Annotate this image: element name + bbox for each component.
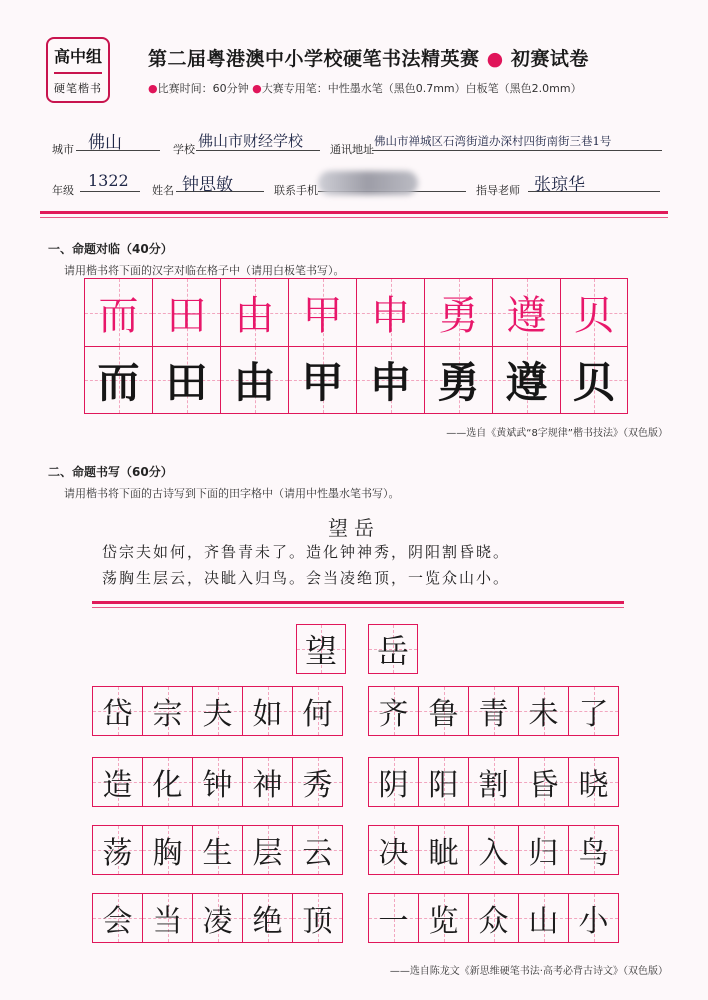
- name-value: 钟思敏: [182, 175, 233, 195]
- copy-grid: [84, 278, 628, 414]
- header-divider: [40, 211, 668, 214]
- poem-cell[interactable]: [292, 686, 343, 736]
- poem-cell[interactable]: [192, 757, 243, 807]
- poem-cell[interactable]: [468, 825, 519, 875]
- title-suffix: 初赛试卷: [510, 48, 589, 70]
- written-poem-char: 生: [202, 836, 233, 871]
- poem-cell[interactable]: [518, 757, 569, 807]
- written-poem-char: 如: [252, 697, 283, 732]
- poem-cell[interactable]: [242, 686, 293, 736]
- section2-instruction: 请用楷书将下面的古诗写到下面的田字格中（请用中性墨水笔书写）。: [64, 487, 400, 500]
- written-poem-char: 夫: [202, 697, 233, 732]
- grade-value: 1322: [88, 171, 129, 190]
- written-char: 由: [233, 358, 276, 407]
- model-char: 甲: [302, 293, 343, 339]
- model-char: 遵: [506, 293, 547, 339]
- poem-cell[interactable]: [418, 757, 469, 807]
- model-cell: [220, 278, 289, 347]
- poem-cell[interactable]: [518, 686, 569, 736]
- written-poem-char: 层: [252, 836, 283, 871]
- written-poem-char: 归: [528, 836, 559, 871]
- model-cell: [560, 278, 628, 347]
- poem-divider: [92, 601, 624, 604]
- city-label: 城市: [52, 143, 74, 156]
- written-poem-char: 未: [528, 697, 559, 732]
- poem-cell[interactable]: [142, 893, 193, 943]
- written-poem-char: 化: [152, 768, 183, 803]
- poem-cell[interactable]: [242, 825, 293, 875]
- written-poem-char: 一: [378, 904, 409, 939]
- poem-cell[interactable]: [242, 893, 293, 943]
- address-label: 通讯地址: [330, 143, 374, 156]
- written-poem-char: 阴: [378, 768, 409, 803]
- written-poem-char: 了: [578, 697, 609, 732]
- write-cell[interactable]: [424, 346, 493, 414]
- written-poem-char: 阳: [428, 768, 459, 803]
- poem-cell[interactable]: [292, 757, 343, 807]
- section1-source: ——选自《黄斌武“8字规律”楷书技法》（双色版）: [446, 428, 668, 439]
- model-cell: [288, 278, 357, 347]
- written-poem-char: 云: [302, 836, 333, 871]
- section1-instruction: 请用楷书将下面的汉字对临在格子中（请用白板笔书写）。: [64, 264, 345, 277]
- written-char: 田: [165, 358, 208, 407]
- title-cell[interactable]: [296, 624, 346, 674]
- write-cell[interactable]: [492, 346, 561, 414]
- poem-cell[interactable]: [192, 893, 243, 943]
- model-cell: [152, 278, 221, 347]
- address-value: 佛山市禅城区石湾街道办深村四街南街三巷1号: [374, 134, 612, 148]
- written-poem-char: 众: [478, 904, 509, 939]
- written-char: 贝: [572, 358, 615, 407]
- model-cell: [424, 278, 493, 347]
- section2-title: 二、命题书写（60分）: [48, 465, 173, 479]
- written-poem-char: 齐: [378, 697, 409, 732]
- written-poem-char: 顶: [302, 904, 333, 939]
- poem-divider-thin: [92, 607, 624, 608]
- written-char: 勇: [437, 358, 480, 407]
- poem-cell[interactable]: [568, 686, 619, 736]
- written-poem-char: 会: [102, 904, 133, 939]
- poem-cell[interactable]: [368, 686, 419, 736]
- bullet-icon: ●: [252, 82, 262, 95]
- written-title-char: 望: [304, 632, 337, 670]
- model-cell: [356, 278, 425, 347]
- poem-cell[interactable]: [142, 686, 193, 736]
- pen-info: 大赛专用笔：中性墨水笔（黑色0.7mm）白板笔（黑色2.0mm）: [261, 82, 582, 95]
- badge-group: 高中组: [53, 47, 102, 66]
- written-char: 甲: [301, 358, 344, 407]
- poem-cell[interactable]: [92, 893, 143, 943]
- written-poem-char: 秀: [302, 768, 333, 803]
- poem-cell[interactable]: [292, 893, 343, 943]
- poem-cell[interactable]: [518, 825, 569, 875]
- written-poem-char: 眦: [428, 836, 459, 871]
- poem-cell[interactable]: [292, 825, 343, 875]
- poem-cell[interactable]: [192, 825, 243, 875]
- poem-cell[interactable]: [242, 757, 293, 807]
- paper-title: [148, 44, 589, 71]
- written-poem-char: 鲁: [428, 697, 459, 732]
- model-char: 田: [166, 293, 207, 339]
- written-poem-char: 何: [302, 697, 333, 732]
- poem-cell[interactable]: [92, 825, 143, 875]
- model-char: 贝: [574, 293, 614, 339]
- teacher-label: 指导老师: [476, 184, 520, 197]
- poem-cell[interactable]: [368, 757, 419, 807]
- written-poem-char: 钟: [202, 768, 233, 803]
- model-char: 勇: [438, 293, 479, 339]
- written-char: 而: [97, 358, 140, 407]
- group-badge: [46, 37, 110, 103]
- model-cell: [492, 278, 561, 347]
- written-poem-char: 神: [252, 768, 283, 803]
- exam-info: [148, 80, 582, 96]
- written-poem-char: 胸: [152, 836, 183, 871]
- phone-label: 联系手机: [274, 184, 318, 197]
- written-poem-char: 青: [478, 697, 509, 732]
- bullet-icon: ●: [148, 82, 158, 95]
- model-cell: [84, 278, 153, 347]
- write-cell[interactable]: [288, 346, 357, 414]
- poem-cell[interactable]: [92, 686, 143, 736]
- written-char: 申: [369, 358, 412, 407]
- written-char: 遵: [505, 358, 548, 407]
- school-value: 佛山市财经学校: [198, 132, 304, 150]
- written-poem-char: 割: [478, 768, 509, 803]
- section2-source: ——选自陈龙文《新思维硬笔书法·高考必背古诗文》（双色版）: [389, 966, 668, 977]
- poem-cell[interactable]: [568, 757, 619, 807]
- badge-category: 硬笔楷书: [54, 82, 102, 95]
- name-label: 姓名: [152, 184, 174, 197]
- poem-cell[interactable]: [568, 825, 619, 875]
- grade-label: 年级: [52, 184, 74, 197]
- poem-line: 荡胸生层云，决眦入归鸟。会当凌绝顶，一览众山小。: [102, 569, 511, 587]
- badge-divider: [54, 72, 102, 74]
- written-poem-char: 岱: [102, 697, 133, 732]
- written-poem-char: 山: [528, 904, 559, 939]
- written-poem-char: 荡: [102, 836, 133, 871]
- written-poem-char: 宗: [152, 697, 183, 732]
- title-dot: ●: [479, 48, 511, 70]
- section1-title: 一、命题对临（40分）: [48, 242, 173, 256]
- poem-cell[interactable]: [568, 893, 619, 943]
- poem-cell[interactable]: [518, 893, 569, 943]
- poem-cell[interactable]: [418, 893, 469, 943]
- written-poem-char: 绝: [252, 904, 283, 939]
- written-poem-char: 造: [102, 768, 133, 803]
- write-cell[interactable]: [152, 346, 221, 414]
- written-poem-char: 昏: [528, 768, 559, 803]
- title-cell[interactable]: [368, 624, 418, 674]
- written-poem-char: 决: [378, 836, 409, 871]
- poem-cell[interactable]: [368, 825, 419, 875]
- poem-title: 望岳: [328, 516, 380, 540]
- written-title-char: 岳: [376, 632, 409, 670]
- written-poem-char: 鸟: [578, 836, 609, 871]
- city-value: 佛山: [88, 133, 122, 153]
- poem-cell[interactable]: [192, 686, 243, 736]
- written-poem-char: 小: [578, 904, 609, 939]
- teacher-value: 张琼华: [534, 175, 585, 195]
- written-poem-char: 凌: [202, 904, 233, 939]
- poem-cell[interactable]: [418, 825, 469, 875]
- poem-cell[interactable]: [418, 686, 469, 736]
- write-cell[interactable]: [356, 346, 425, 414]
- written-poem-char: 晓: [578, 768, 609, 803]
- school-label: 学校: [173, 143, 195, 156]
- header-divider-thin: [40, 217, 668, 218]
- written-poem-char: 入: [478, 836, 509, 871]
- model-char: 而: [98, 293, 139, 339]
- written-poem-char: 当: [152, 904, 183, 939]
- write-cell[interactable]: [560, 346, 628, 414]
- model-char: 申: [370, 293, 411, 339]
- poem-cell[interactable]: [368, 893, 419, 943]
- poem-cell[interactable]: [92, 757, 143, 807]
- redacted-phone: [318, 171, 418, 195]
- time-info: 比赛时间：60分钟: [157, 82, 249, 95]
- written-poem-char: 览: [428, 904, 459, 939]
- poem-cell[interactable]: [142, 757, 193, 807]
- write-cell[interactable]: [220, 346, 289, 414]
- poem-cell[interactable]: [468, 757, 519, 807]
- write-cell[interactable]: [84, 346, 153, 414]
- title-main: 第二届粤港澳中小学校硬笔书法精英赛: [148, 48, 480, 70]
- poem-cell[interactable]: [468, 893, 519, 943]
- poem-cell[interactable]: [468, 686, 519, 736]
- poem-cell[interactable]: [142, 825, 193, 875]
- model-char: 由: [234, 293, 275, 339]
- poem-line: 岱宗夫如何，齐鲁青未了。造化钟神秀，阴阳割昏晓。: [102, 543, 511, 561]
